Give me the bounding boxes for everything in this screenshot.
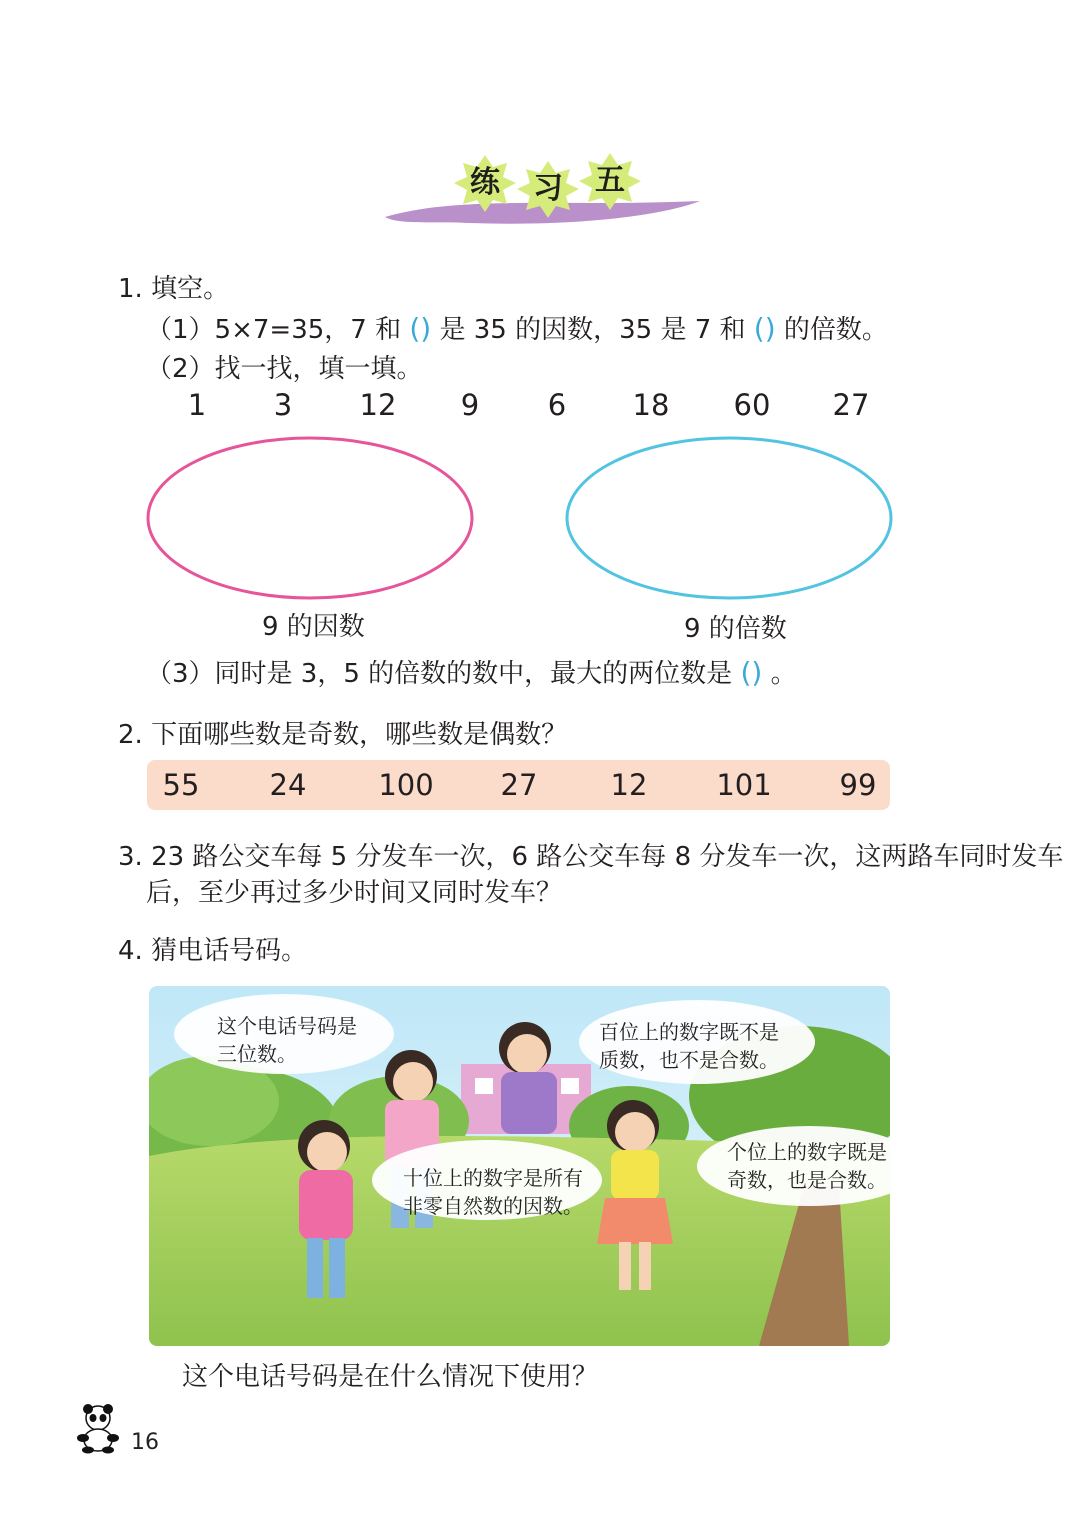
- q2-number: 27: [500, 768, 538, 802]
- title-char-2: 习: [533, 171, 563, 206]
- q1-sub1-blank2[interactable]: (): [753, 312, 776, 345]
- q1-sub1-text3: 的倍数。: [783, 315, 888, 345]
- bubble-4-line-1: 个位上的数字既是: [727, 1140, 887, 1164]
- phone-number-illustration: [149, 986, 890, 1346]
- q4-heading: 4. 猜电话号码。: [118, 936, 308, 966]
- factors-of-9-oval[interactable]: [148, 438, 472, 598]
- bubble-2-line-1: 百位上的数字既不是: [599, 1020, 779, 1044]
- q1-sub1-text1: 5×7=35，7 和: [214, 315, 402, 345]
- q3-line1: 3. 23 路公交车每 5 分发车一次，6 路公交车每 8 分发车一次，这两路车同时发车: [118, 842, 1064, 872]
- q1-sub3-blank[interactable]: (): [740, 656, 763, 689]
- q2-number: 55: [162, 768, 200, 802]
- bubble-4-text: [727, 1138, 887, 1194]
- title-char-1: 练: [470, 165, 500, 200]
- multiples-of-9-oval[interactable]: [567, 438, 891, 598]
- bubble-3-text: [403, 1164, 583, 1220]
- bubble-4-line-2: 奇数，也是合数。: [727, 1168, 887, 1192]
- q2-number-band: [147, 760, 890, 810]
- q1-sub2-text: 找一找，填一填。: [214, 354, 423, 384]
- q1-number-row: [0, 388, 1080, 424]
- panda-icon: [74, 1402, 122, 1454]
- page-number: 16: [131, 1430, 159, 1455]
- q2-number: 12: [610, 768, 648, 802]
- multiples-of-9-label: 9 的倍数: [684, 614, 787, 644]
- bubble-1-text: [217, 1012, 357, 1068]
- section-title: [370, 145, 710, 245]
- boy-purple-shirt: [499, 1022, 557, 1134]
- q1-sub2-label: （2）: [146, 354, 215, 384]
- q1-number: 1: [187, 388, 207, 422]
- q1-sub3-label: （3）: [146, 659, 215, 689]
- q1-number: 60: [733, 388, 771, 422]
- q1-number: 18: [632, 388, 670, 422]
- q2-number: 100: [378, 768, 434, 802]
- q1-number: 3: [273, 388, 293, 422]
- q2-number: 24: [269, 768, 307, 802]
- q1-number: 9: [460, 388, 480, 422]
- q1-sub3-text: 同时是 3，5 的倍数的数中，最大的两位数是: [214, 659, 733, 689]
- q2-number: 99: [839, 768, 877, 802]
- q1-number: 27: [832, 388, 870, 422]
- bubble-2-line-2: 质数，也不是合数。: [599, 1048, 779, 1072]
- q1-number: 12: [359, 388, 397, 422]
- factors-of-9-label: 9 的因数: [262, 612, 365, 642]
- bubble-1-line-2: 三位数。: [217, 1042, 297, 1066]
- q1-sub1-label: （1）: [146, 315, 215, 345]
- bubble-2-text: [599, 1018, 779, 1074]
- bubble-1-line-1: 这个电话号码是: [217, 1014, 357, 1038]
- q2-heading: 2. 下面哪些数是奇数，哪些数是偶数？: [118, 720, 568, 750]
- q1-sub1-blank1[interactable]: (): [409, 312, 432, 345]
- title-char-3: 五: [595, 163, 625, 198]
- q4-question: 这个电话号码是在什么情况下使用？: [182, 1362, 599, 1392]
- bubble-3-line-1: 十位上的数字是所有: [403, 1166, 583, 1190]
- q2-number: 101: [716, 768, 772, 802]
- q1-heading: 1. 填空。: [118, 274, 230, 304]
- q1-sub1-text2: 是 35 的因数，35 是 7 和: [439, 315, 746, 345]
- q1-sub1: [146, 312, 888, 347]
- q1-number: 6: [547, 388, 567, 422]
- bubble-3-line-2: 非零自然数的因数。: [403, 1194, 583, 1218]
- q3-line2: 后，至少再过多少时间又同时发车？: [146, 878, 563, 908]
- q1-sub3: [146, 656, 797, 691]
- q1-sub3-end: 。: [770, 659, 797, 689]
- q1-ovals: [140, 430, 900, 610]
- q1-sub2: [146, 352, 423, 386]
